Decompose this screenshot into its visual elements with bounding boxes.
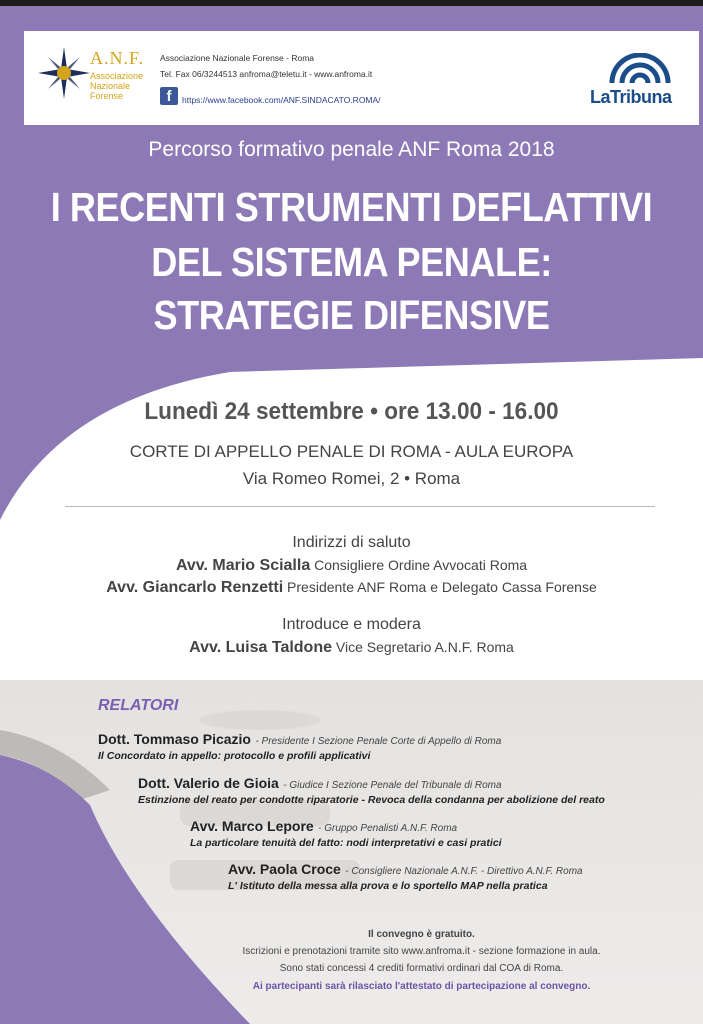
event-address: Via Romeo Romei, 2 • Roma — [242, 469, 461, 488]
speaker-name: Dott. Valerio de Gioia — [138, 775, 279, 791]
footer-credits: Sono stati concessi 4 crediti formativi ordinari dal COA di Roma. — [279, 963, 564, 974]
event-title-line-1: I RECENTI STRUMENTI DEFLATTIVI — [50, 184, 653, 230]
anf-star-logo-icon — [36, 45, 92, 101]
org-name: Associazione Nazionale Forense - Roma — [160, 53, 315, 63]
greeting-person-1 — [0, 557, 703, 575]
event-title-line-3: STRATEGIE DIFENSIVE — [153, 292, 550, 338]
facebook-link[interactable]: https://www.facebook.com/ANF.SINDACATO.ROMA/ — [182, 95, 381, 105]
speaker-3 — [190, 818, 502, 849]
person-name: Avv. Luisa Taldone — [189, 639, 332, 656]
speaker-topic: L' Istituto della messa alla prova e lo sportello MAP nella pratica — [228, 880, 548, 892]
person-name: Avv. Giancarlo Renzetti — [106, 579, 284, 596]
speaker-topic: La particolare tenuità del fatto: nodi interpretativi e casi pratici — [190, 837, 502, 849]
moderator-heading: Introduce e modera — [282, 616, 421, 633]
event-date: Lunedì 24 settembre • ore 13.00 - 16.00 — [144, 398, 559, 425]
speaker-role: - Giudice I Sezione Penale del Tribunale di Roma — [283, 780, 502, 791]
anf-logo-text: A.N.F. — [90, 48, 145, 68]
moderator-person — [0, 639, 703, 657]
person-role: Presidente ANF Roma e Delegato Cassa Forense — [287, 579, 597, 595]
tribuna-logo-text: LaTribuna — [590, 87, 672, 107]
person-role: Consigliere Ordine Avvocati Roma — [314, 557, 528, 573]
greetings-heading: Indirizzi di saluto — [292, 534, 411, 551]
footer-certificate: Ai partecipanti sarà rilasciato l'attestato di partecipazione al convegno. — [252, 981, 591, 992]
event-subtitle: Percorso formativo penale ANF Roma 2018 — [148, 138, 555, 161]
speaker-role: - Presidente I Sezione Penale Corte di Appello di Roma — [255, 736, 502, 747]
tribuna-arc-icon — [590, 53, 690, 83]
speaker-topic: Il Concordato in appello: protocollo e profili applicativi — [98, 750, 371, 762]
facebook-icon[interactable]: f — [160, 87, 178, 105]
person-name: Avv. Mario Scialla — [175, 557, 311, 574]
speakers-heading: RELATORI — [98, 697, 179, 714]
event-venue: CORTE DI APPELLO PENALE DI ROMA - AULA EUROPA — [129, 442, 574, 461]
org-contact[interactable]: Tel. Fax 06/3244513 anfroma@teletu.it - www.anfroma.it — [160, 69, 373, 79]
speaker-topic: Estinzione del reato per condotte riparatorie - Revoca della condanna per abolizione del reato — [138, 794, 605, 806]
greeting-person-2 — [0, 579, 703, 597]
footer-registration: Iscrizioni e prenotazioni tramite sito www.anfroma.it - sezione formazione in aula. — [242, 946, 601, 957]
speaker-1 — [98, 731, 501, 762]
anf-logo-subtitle: Associazione Nazionale Forense — [90, 71, 144, 101]
speaker-name: Avv. Marco Lepore — [190, 818, 314, 834]
speaker-2 — [138, 775, 605, 806]
divider — [65, 506, 655, 507]
header-bar — [24, 31, 699, 125]
event-title-line-2: DEL SISTEMA PENALE: — [151, 239, 552, 285]
speaker-name: Dott. Tommaso Picazio — [98, 731, 251, 747]
footer-free: Il convegno è gratuito. — [368, 929, 475, 940]
speaker-4 — [228, 861, 583, 892]
speaker-role: - Consigliere Nazionale A.N.F. - Direttivo A.N.F. Roma — [345, 866, 583, 877]
person-role: Vice Segretario A.N.F. Roma — [335, 639, 514, 655]
speaker-role: - Gruppo Penalisti A.N.F. Roma — [318, 823, 458, 834]
speaker-name: Avv. Paola Croce — [228, 861, 341, 877]
